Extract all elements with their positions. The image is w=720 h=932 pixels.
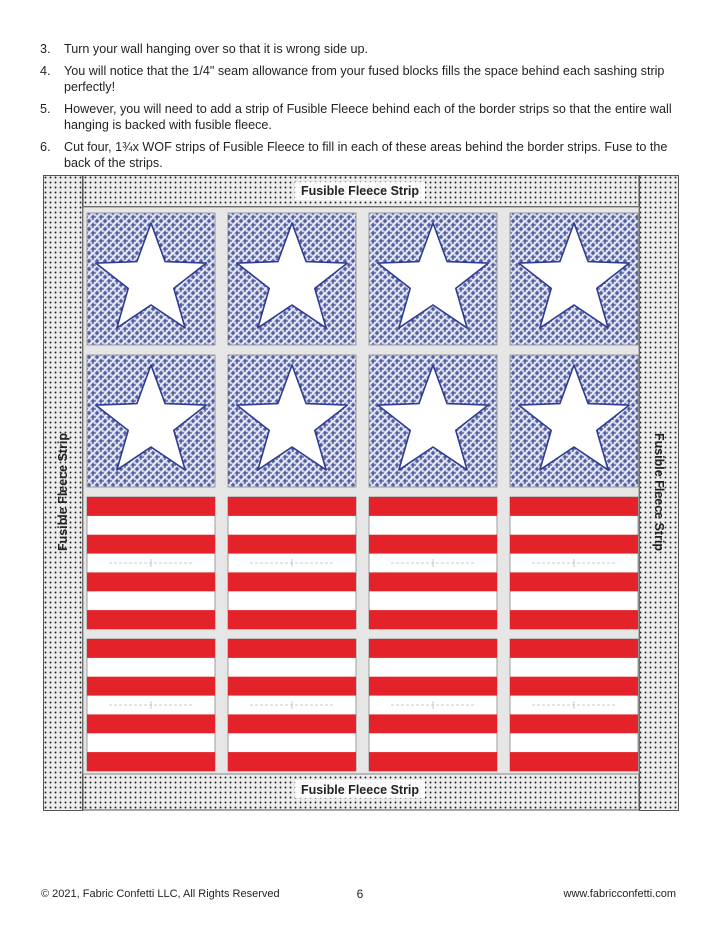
red-stripe [510,677,638,696]
red-stripe [510,639,638,658]
red-stripe [228,610,356,629]
red-stripe [369,639,497,658]
red-stripe [228,677,356,696]
red-stripe [369,714,497,733]
red-stripe [228,714,356,733]
red-stripe [369,677,497,696]
red-stripe [228,497,356,516]
red-stripe [510,752,638,771]
red-stripe [369,572,497,591]
red-stripe [228,752,356,771]
right-label: Fusible Fleece Strip [652,432,666,552]
step-item [40,101,680,134]
red-stripe [87,535,215,554]
red-stripe [87,677,215,696]
step-number: 4. [40,63,51,78]
step-item [40,139,680,172]
step-item [40,63,680,96]
red-stripe [510,572,638,591]
red-stripe [510,610,638,629]
red-stripe [87,497,215,516]
red-stripe [510,535,638,554]
copyright: © 2021, Fabric Confetti LLC, All Rights Reserved [41,888,280,900]
red-stripe [369,752,497,771]
red-stripe [87,572,215,591]
top-label: Fusible Fleece Strip [300,184,420,198]
red-stripe [87,752,215,771]
left-label: Fusible Fleece Strip [56,432,70,552]
step-number: 3. [40,42,51,56]
red-stripe [228,639,356,658]
bottom-label: Fusible Fleece Strip [300,783,420,797]
step-text: Cut four, 1¾x WOF strips of Fusible Fleece to fill in each of these areas behind the border strips. Fuse to the back of the strips. [64,139,668,170]
instruction-list [40,41,680,177]
website-link[interactable]: www.fabricconfetti.com [563,888,676,900]
step-item [40,41,680,58]
red-stripe [87,714,215,733]
step-text: You will notice that the 1/4" seam allowance from your fused blocks fills the space behind each sashing strip perfectly! [64,63,665,94]
step-text: However, you will need to add a strip of Fusible Fleece behind each of the border strips so that the entire wall hanging is backed with fusible fleece. [64,101,672,132]
step-number: 5. [40,101,51,116]
red-stripe [369,610,497,629]
red-stripe [510,714,638,733]
step-text: Turn your wall hanging over so that it is wrong side up. [64,42,369,56]
red-stripe [228,535,356,554]
quilt-backing-diagram [43,175,679,811]
red-stripe [369,497,497,516]
red-stripe [510,497,638,516]
red-stripe [228,572,356,591]
red-stripe [369,535,497,554]
red-stripe [87,639,215,658]
red-stripe [87,610,215,629]
page-number: 6 [356,887,364,901]
step-number: 6. [40,139,51,154]
